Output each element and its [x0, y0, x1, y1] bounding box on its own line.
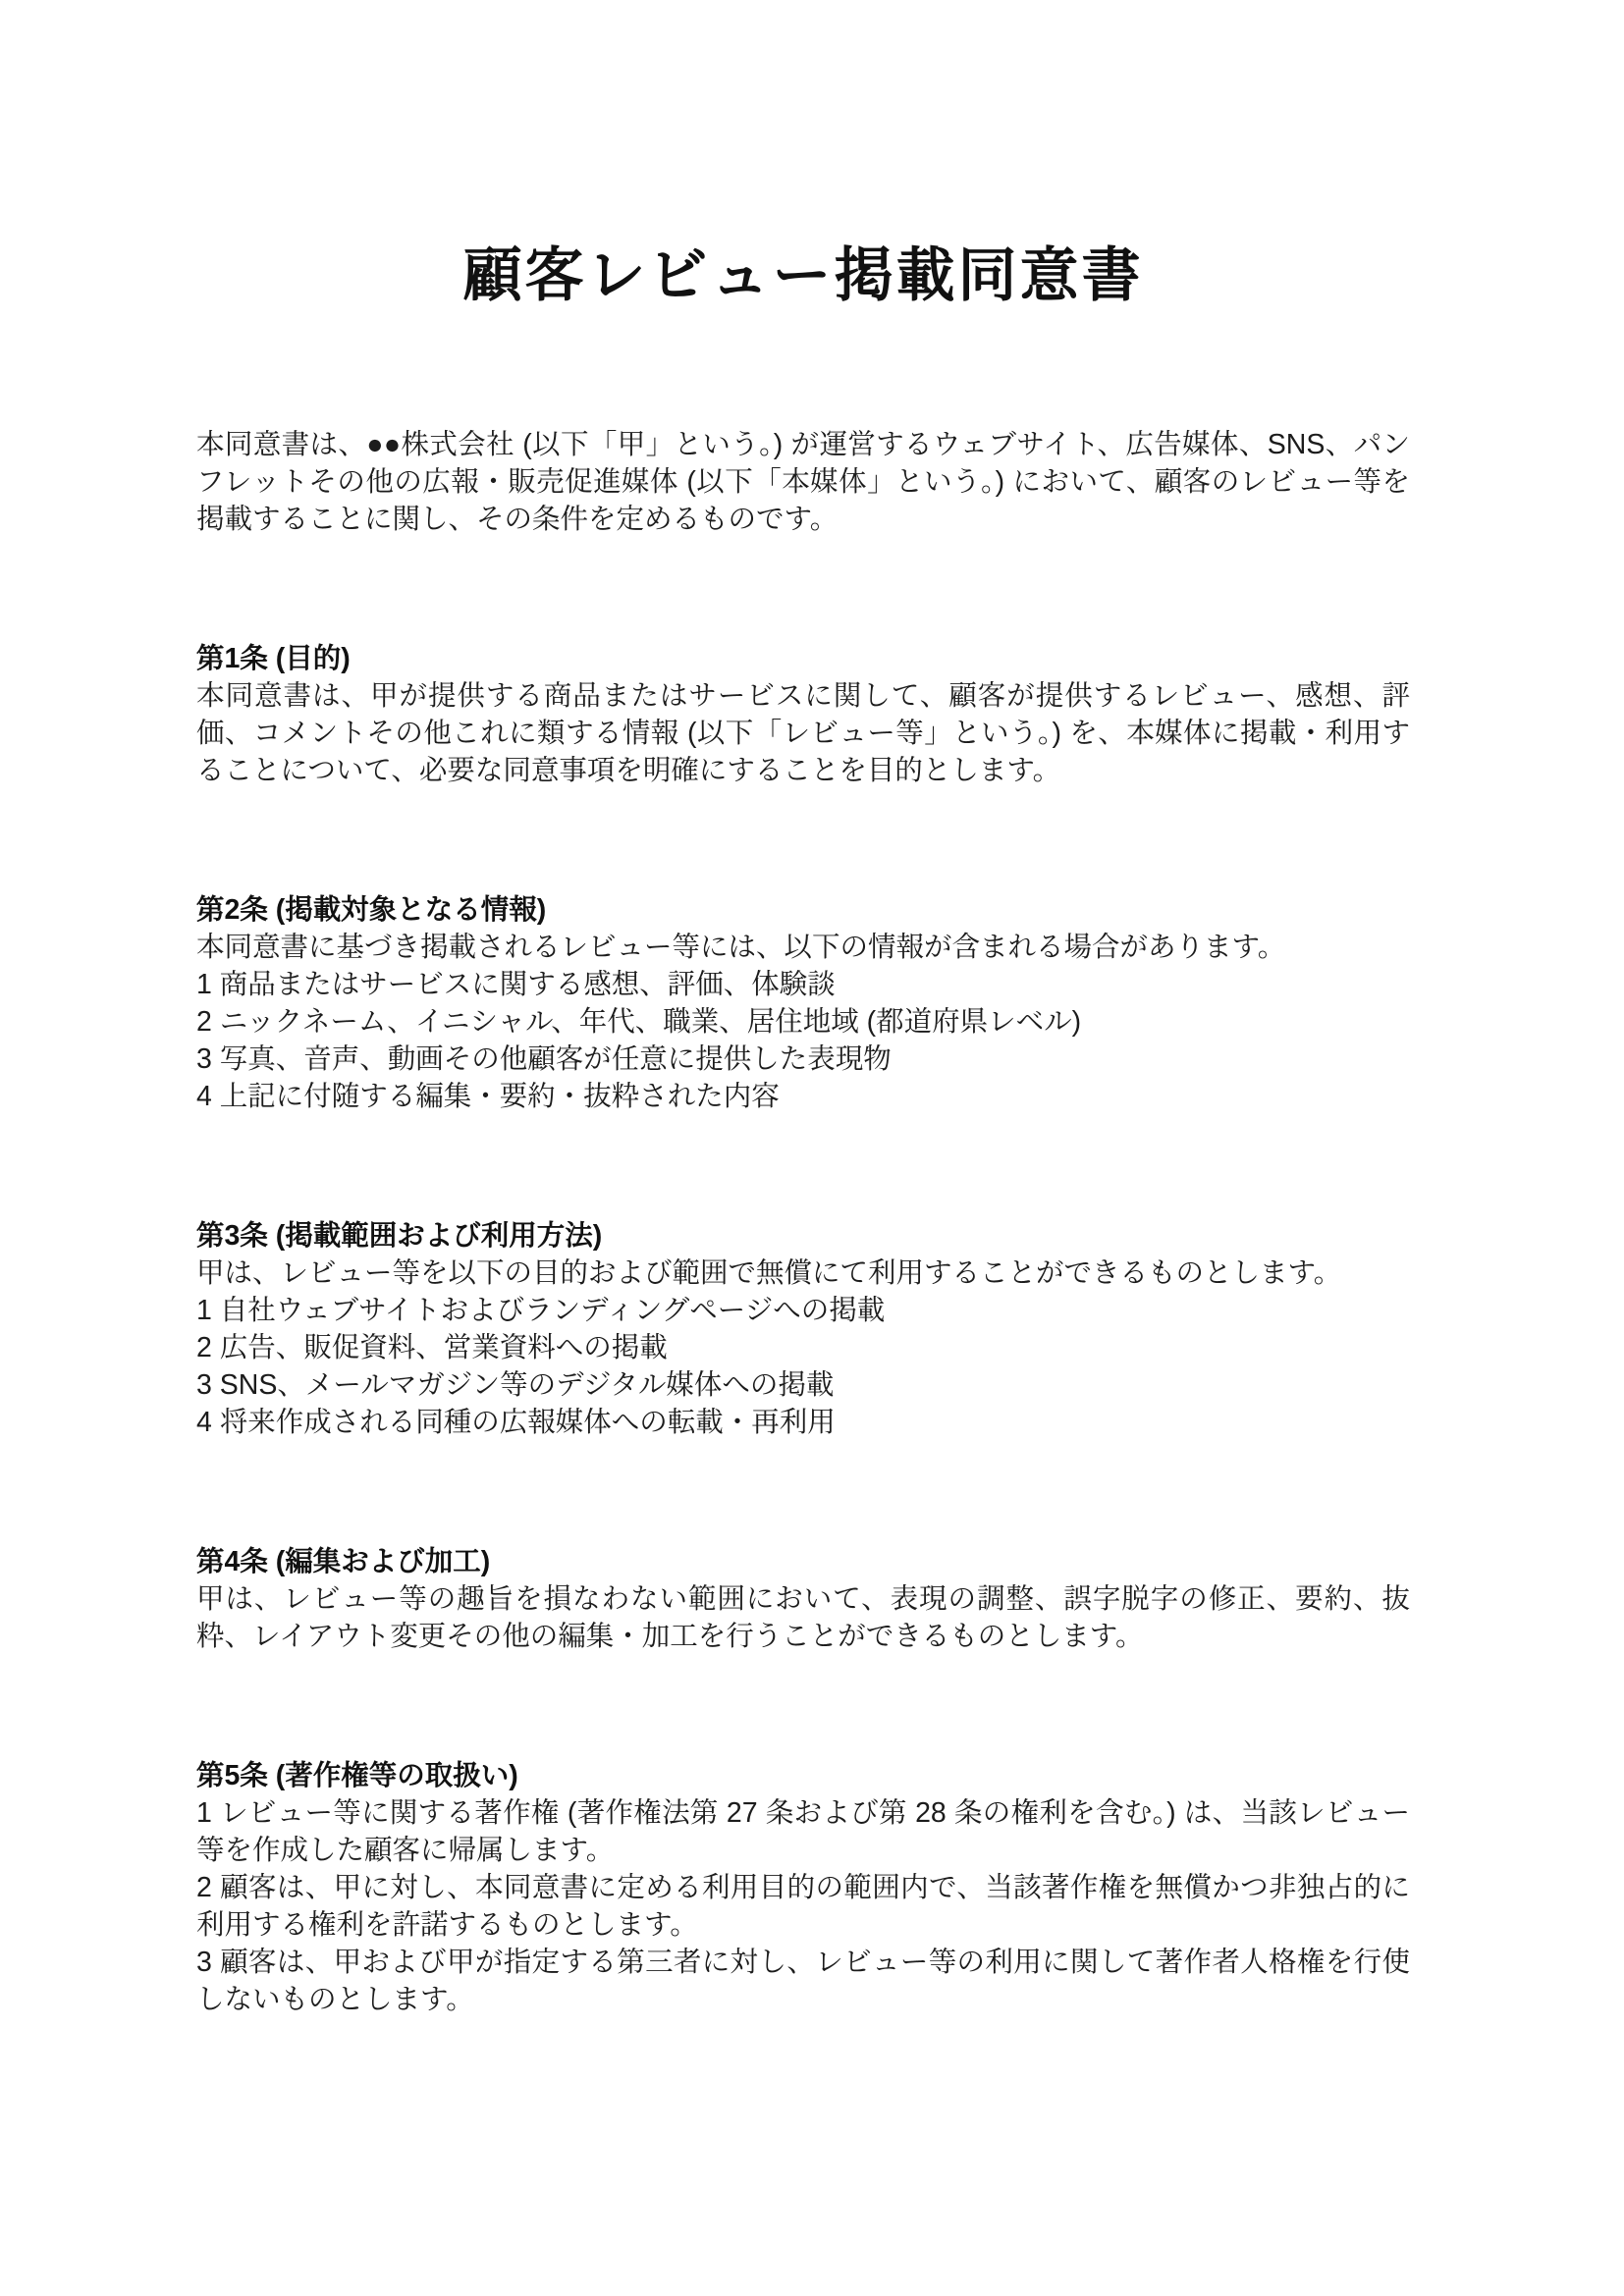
article-3-item-4: 4 将来作成される同種の広報媒体への転載・再利用 — [196, 1407, 836, 1438]
article-2-item-4: 4 上記に付随する編集・要約・抜粋された内容 — [196, 1081, 780, 1112]
article-3-item-3: 3 SNS、メールマガジン等のデジタル媒体への掲載 — [196, 1369, 835, 1401]
article-5-item-3: 3 顧客は、甲および甲が指定する第三者に対し、レビュー等の利用に関して著作者人格権を行使しないものとします。 — [196, 1947, 1410, 2015]
intro-paragraph: 本同意書は、●●株式会社 (以下「甲」という。) が運営するウェブサイト、広告媒体、SNS、パンフレットその他の広報・販売促進媒体 (以下「本媒体」という。) において、顧客のレビュー等を掲載することに関し、その条件を定めるものです。 — [196, 429, 1410, 535]
article-4-paragraph: 甲は、レビュー等の趣旨を損なわない範囲において、表現の調整、誤字脱字の修正、要約、抜粋、レイアウト変更その他の編集・加工を行うことができるものとします。 — [196, 1583, 1410, 1652]
document-title: 顧客レビュー掲載同意書 — [462, 242, 1144, 308]
article-4-heading: 第4条 (編集および加工) — [196, 1546, 491, 1577]
article-5-heading: 第5条 (著作権等の取扱い) — [196, 1760, 518, 1791]
article-2-item-2: 2 ニックネーム、イニシャル、年代、職業、居住地域 (都道府県レベル) — [196, 1006, 1082, 1038]
article-3-item-2: 2 広告、販促資料、営業資料への掲載 — [196, 1332, 668, 1363]
article-4-editing — [196, 1543, 1410, 1655]
article-5-item-1: 1 レビュー等に関する著作権 (著作権法第 27 条および第 28 条の権利を含む。) は、当該レビュー等を作成した顧客に帰属します。 — [196, 1797, 1410, 1866]
article-5-item-2: 2 顧客は、甲に対し、本同意書に定める利用目的の範囲内で、当該著作権を無償かつ非独占的に利用する権利を許諾するものとします。 — [196, 1872, 1410, 1941]
article-3-paragraph: 甲は、レビュー等を以下の目的および範囲で無償にて利用することができるものとします。 — [196, 1257, 1342, 1289]
article-2-paragraph: 本同意書に基づき掲載されるレビュー等には、以下の情報が含まれる場合があります。 — [196, 932, 1286, 963]
article-2-covered-information — [196, 891, 1410, 1115]
article-1-heading: 第1条 (目的) — [196, 643, 351, 674]
article-2-item-3: 3 写真、音声、動画その他顧客が任意に提供した表現物 — [196, 1043, 892, 1075]
article-5-copyright — [196, 1757, 1410, 2018]
article-1-purpose — [196, 640, 1410, 789]
article-1-paragraph: 本同意書は、甲が提供する商品またはサービスに関して、顧客が提供するレビュー、感想、評価、コメントその他これに類する情報 (以下「レビュー等」という。) を、本媒体に掲載・利用することについて、必要な同意事項を明確にすることを目的とします。 — [196, 680, 1410, 786]
article-3-item-1: 1 自社ウェブサイトおよびランディングページへの掲載 — [196, 1295, 886, 1326]
article-2-item-1: 1 商品またはサービスに関する感想、評価、体験談 — [196, 969, 836, 1000]
article-3-scope-of-use — [196, 1217, 1410, 1441]
article-2-heading: 第2条 (掲載対象となる情報) — [196, 894, 547, 926]
article-3-heading: 第3条 (掲載範囲および利用方法) — [196, 1220, 603, 1252]
